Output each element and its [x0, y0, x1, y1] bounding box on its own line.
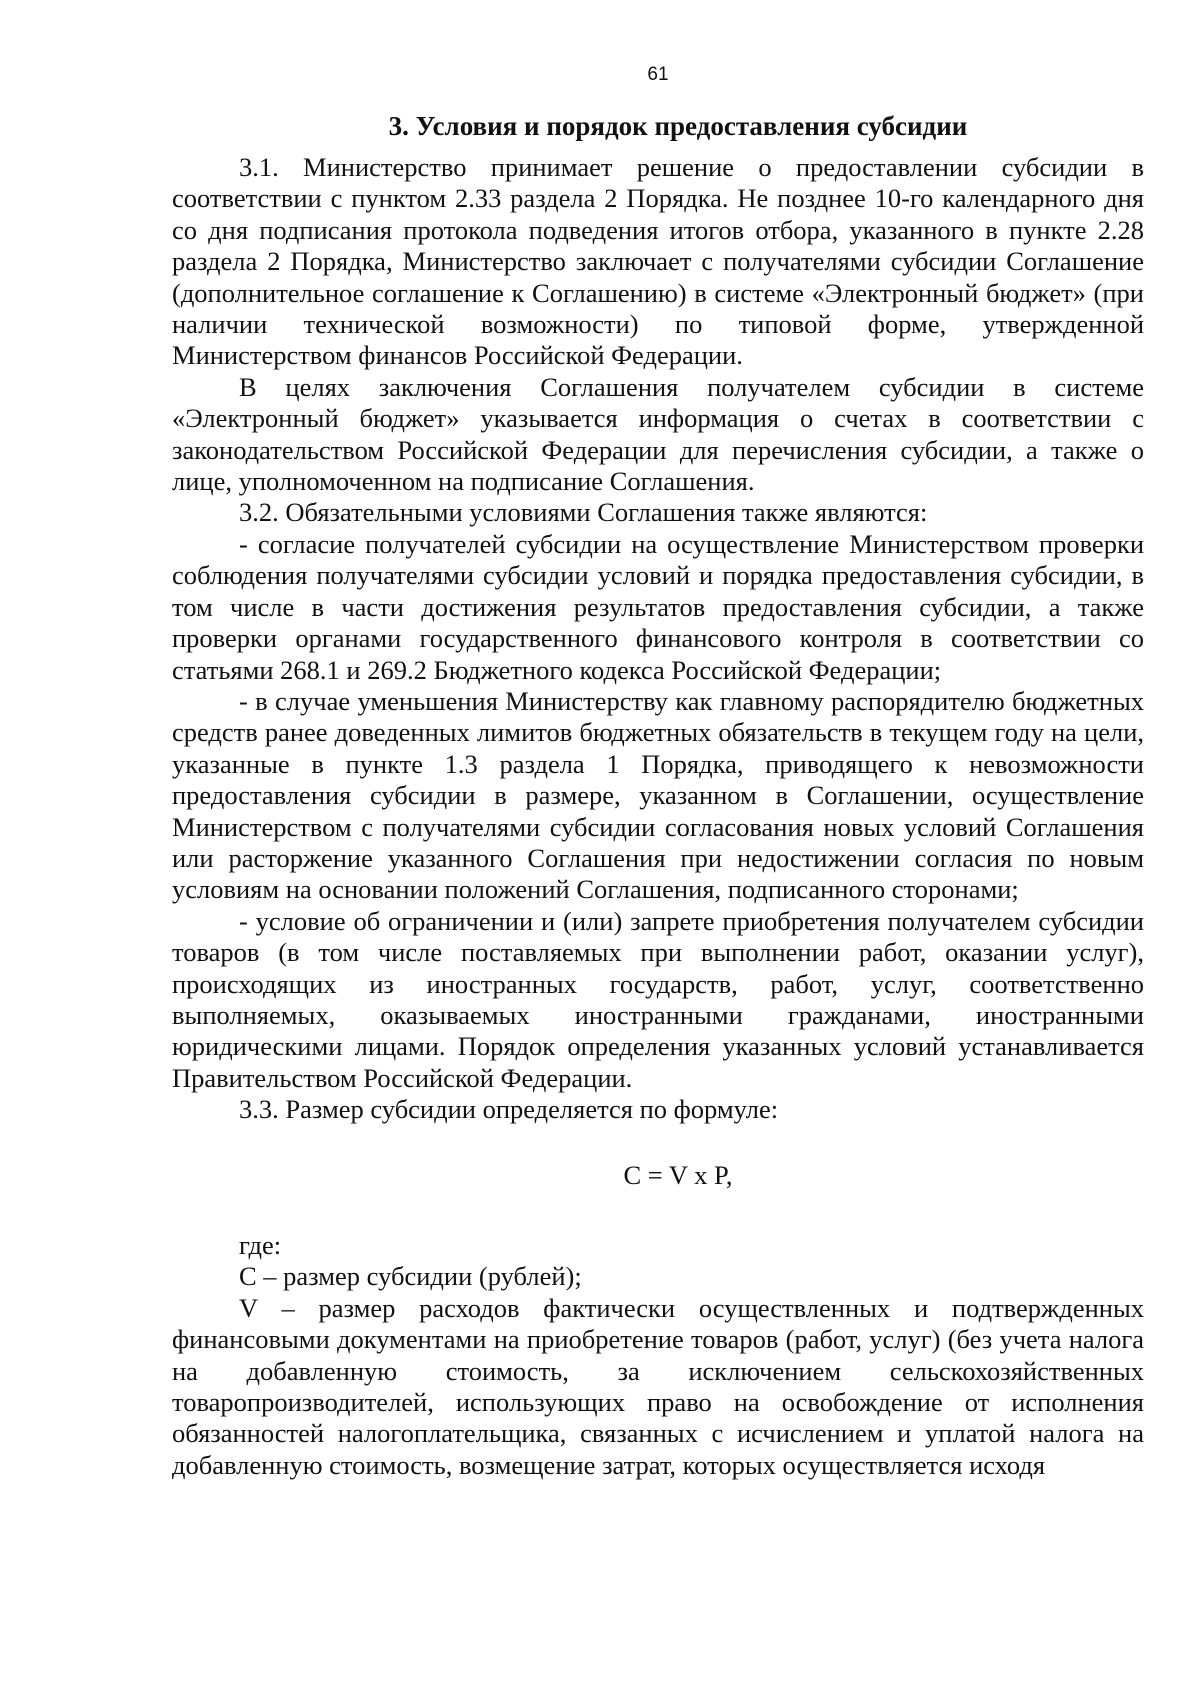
paragraph-3-3: 3.3. Размер субсидии определяется по формуле: [239, 1094, 779, 1125]
definition-c: C – размер субсидии (рублей); [239, 1261, 582, 1292]
formula-where-label: где: [239, 1230, 282, 1260]
document-body [172, 110, 1144, 1481]
page-number: 61 [647, 64, 669, 85]
paragraph-3-1: 3.1. Министерство принимает решение о предоставлении субсидии в соответствии с пунктом 2.33 раздела 2 Порядка. Не позднее 10-го календарного дня со дня подписания протокола подведения итогов отбора, указанного в пункте 2.28 раздела 2 Порядка, Министерство заключает с получателями субсидии Соглашение (дополнительное соглашение к Соглашению) в системе «Электронный бюджет» (при наличии технической возможности) по типовой форме, утвержденной Министерством финансов Российской Федерации. [172, 152, 1144, 371]
definition-v: V – размер расходов фактически осуществленных и подтвержденных финансовыми документами на приобретение товаров (работ, услуг) (без учета налога на добавленную стоимость, за исключением сельскохозяйственных товаропроизводителей, использующих право на освобождение от исполнения обязанностей налогоплательщика, связанных с исчислением и уплатой налога на добавленную стоимость, возмещение затрат, которых осуществляется исходя [172, 1292, 1144, 1480]
paragraph-electronic-budget: В целях заключения Соглашения получателем субсидии в системе «Электронный бюджет» указывается информация о счетах в соответствии с законодательством Российской Федерации для перечисления субсидии, а также о лице, уполномоченном на подписание Соглашения. [172, 371, 1144, 497]
paragraph-3-2: 3.2. Обязательными условиями Соглашения также являются: [239, 497, 928, 528]
section-title: 3. Условия и порядок предоставления субсидии [388, 111, 968, 141]
list-item-limits-reduction: - в случае уменьшения Министерству как главному распорядителю бюджетных средств ранее доведенных лимитов бюджетных обязательств в текущем году на цели, указанные в пункте 1.3 раздела 1 Порядка, приводящего к невозможности предоставления субсидии в размере, указанном в Соглашении, осуществление Министерством с получателями субсидии согласования новых условий Соглашения или расторжение указанного Соглашения при недостижении согласия по новым условиям на основании положений Соглашения, подписанного сторонами; [172, 685, 1144, 905]
subsidy-formula: C = V x P, [623, 1159, 733, 1190]
list-item-foreign-goods: - условие об ограничении и (или) запрете приобретения получателем субсидии товаров (в том числе поставляемых при выполнении работ, оказании услуг), происходящих из иностранных государств, работ, услуг, соответственно выполняемых, оказываемых иностранными гражданами, иностранными юридическими лицами. Порядок определения указанных условий устанавливается Правительством Российской Федерации. [172, 905, 1144, 1093]
list-item-consent: - согласие получателей субсидии на осуществление Министерством проверки соблюдения получателями субсидии условий и порядка предоставления субсидии, в том числе в части достижения результатов предоставления субсидии, а также проверки органами государственного финансового контроля в соответствии со статьями 268.1 и 269.2 Бюджетного кодекса Российской Федерации; [172, 528, 1144, 685]
